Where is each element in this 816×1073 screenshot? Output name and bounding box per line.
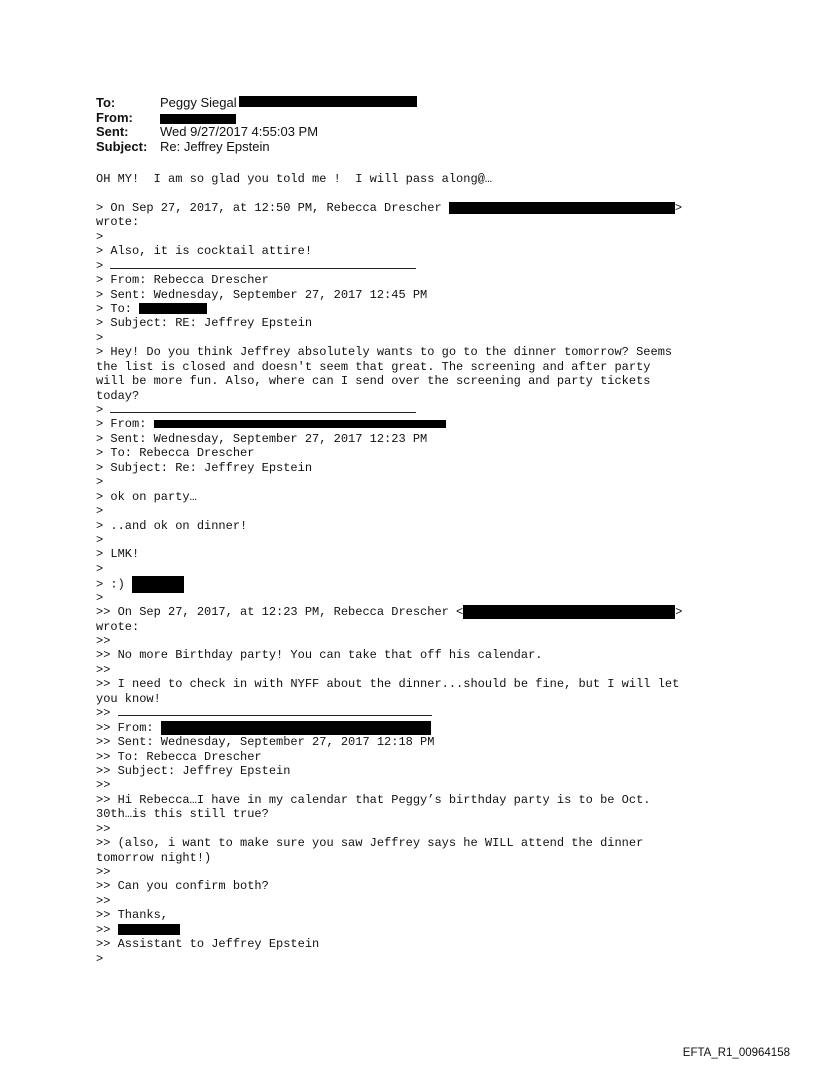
redaction-box xyxy=(463,605,675,619)
body-line: > xyxy=(96,229,104,244)
body-line: tomorrow night!) xyxy=(96,850,212,865)
body-line: OH MY! I am so glad you told me ! I will pass along@… xyxy=(96,172,493,186)
sent-value: Wed 9/27/2017 4:55:03 PM xyxy=(160,124,319,139)
body-line: >> Sent: Wednesday, September 27, 2017 12:18 PM xyxy=(96,735,435,750)
from-row xyxy=(96,111,417,126)
body-line: >> No more Birthday party! You can take that off his calendar. xyxy=(96,648,543,663)
body-line: 30th…is this still true? xyxy=(96,807,269,822)
body-line: > To: xyxy=(96,302,736,316)
redaction-box xyxy=(239,96,417,107)
separator-rule xyxy=(118,706,432,716)
body-line: > ok on party… xyxy=(96,489,197,504)
to-row xyxy=(96,96,417,111)
separator-rule xyxy=(110,403,416,413)
body-line: >> I need to check in with NYFF about the dinner...should be fine, but I will let xyxy=(96,677,680,692)
body-line: >> xyxy=(96,865,111,879)
body-line: >> Can you confirm both? xyxy=(96,879,269,894)
redaction-box xyxy=(161,721,431,735)
body-line: > LMK! xyxy=(96,547,140,562)
body-line: >> xyxy=(96,893,111,908)
redaction-box xyxy=(154,420,446,428)
body-line: >> To: Rebecca Drescher xyxy=(96,749,262,764)
to-label: To: xyxy=(96,95,116,110)
email-header xyxy=(96,96,417,154)
document-id: EFTA_R1_00964158 xyxy=(682,1047,790,1059)
body-line: > xyxy=(96,475,104,490)
body-line: > Subject: Re: Jeffrey Epstein xyxy=(96,460,313,475)
redaction-box xyxy=(139,303,207,314)
body-line: >> xyxy=(96,662,111,677)
redaction-box xyxy=(118,924,180,935)
body-line: > Sent: Wednesday, September 27, 2017 12:23 PM xyxy=(96,431,428,446)
body-line: > xyxy=(96,590,104,605)
sent-label: Sent: xyxy=(96,124,129,139)
body-line: > To: Rebecca Drescher xyxy=(96,446,255,461)
sent-row xyxy=(96,125,417,140)
body-line: > Sent: Wednesday, September 27, 2017 12:45 PM xyxy=(96,287,428,302)
body-line: > xyxy=(96,532,104,547)
body-line: today? xyxy=(96,388,140,403)
body-line: >> From: xyxy=(96,721,736,735)
body-line: >> xyxy=(96,778,111,793)
body-line: >> Hi Rebecca…I have in my calendar that Peggy’s birthday party is to be Oct. xyxy=(96,792,651,807)
redaction-box xyxy=(449,202,675,214)
body-line: >> Thanks, xyxy=(96,908,169,923)
from-label: From: xyxy=(96,109,133,125)
body-line: > Hey! Do you think Jeffrey absolutely wants to go to the dinner tomorrow? Seems xyxy=(96,345,673,360)
body-line: the list is closed and doesn't seem that great. The screening and after party xyxy=(96,359,651,374)
body-line: > On Sep 27, 2017, at 12:50 PM, Rebecca Drescher > xyxy=(96,200,683,215)
redaction-box xyxy=(160,114,236,124)
body-line: >> xyxy=(96,634,111,648)
body-line: >> Assistant to Jeffrey Epstein xyxy=(96,937,320,952)
body-line: > From: Rebecca Drescher xyxy=(96,273,269,288)
body-line: > Subject: RE: Jeffrey Epstein xyxy=(96,316,313,331)
body-line: > xyxy=(96,504,104,519)
subject-row xyxy=(96,140,417,155)
body-line: > xyxy=(96,561,104,576)
redaction-box xyxy=(132,576,184,593)
body-line: > Also, it is cocktail attire! xyxy=(96,244,313,259)
body-line: > :) xyxy=(96,576,736,590)
separator-rule xyxy=(110,259,416,269)
body-line: > xyxy=(96,330,104,345)
body-line: >> xyxy=(96,706,736,720)
body-line: > From: xyxy=(96,417,736,431)
to-value: Peggy Siegal xyxy=(160,95,237,110)
body-line: >> On Sep 27, 2017, at 12:23 PM, Rebecca Drescher < > xyxy=(96,605,683,620)
body-line: wrote: xyxy=(96,619,140,634)
body-line: you know! xyxy=(96,691,161,706)
body-line: will be more fun. Also, where can I send over the screening and party tickets xyxy=(96,374,651,389)
body-line: > ..and ok on dinner! xyxy=(96,518,248,533)
subject-value: Re: Jeffrey Epstein xyxy=(160,138,270,154)
body-line: > xyxy=(96,259,736,273)
body-line: wrote: xyxy=(96,215,140,230)
body-line: >> xyxy=(96,821,111,836)
body-line: > xyxy=(96,951,104,966)
blank-line xyxy=(96,186,736,200)
body-line: >> xyxy=(96,923,736,937)
body-line: > xyxy=(96,403,736,417)
email-body xyxy=(96,172,736,966)
body-line: >> Subject: Jeffrey Epstein xyxy=(96,763,291,778)
subject-label: Subject: xyxy=(96,138,148,154)
body-line: >> (also, i want to make sure you saw Jeffrey says he WILL attend the dinner xyxy=(96,836,644,851)
